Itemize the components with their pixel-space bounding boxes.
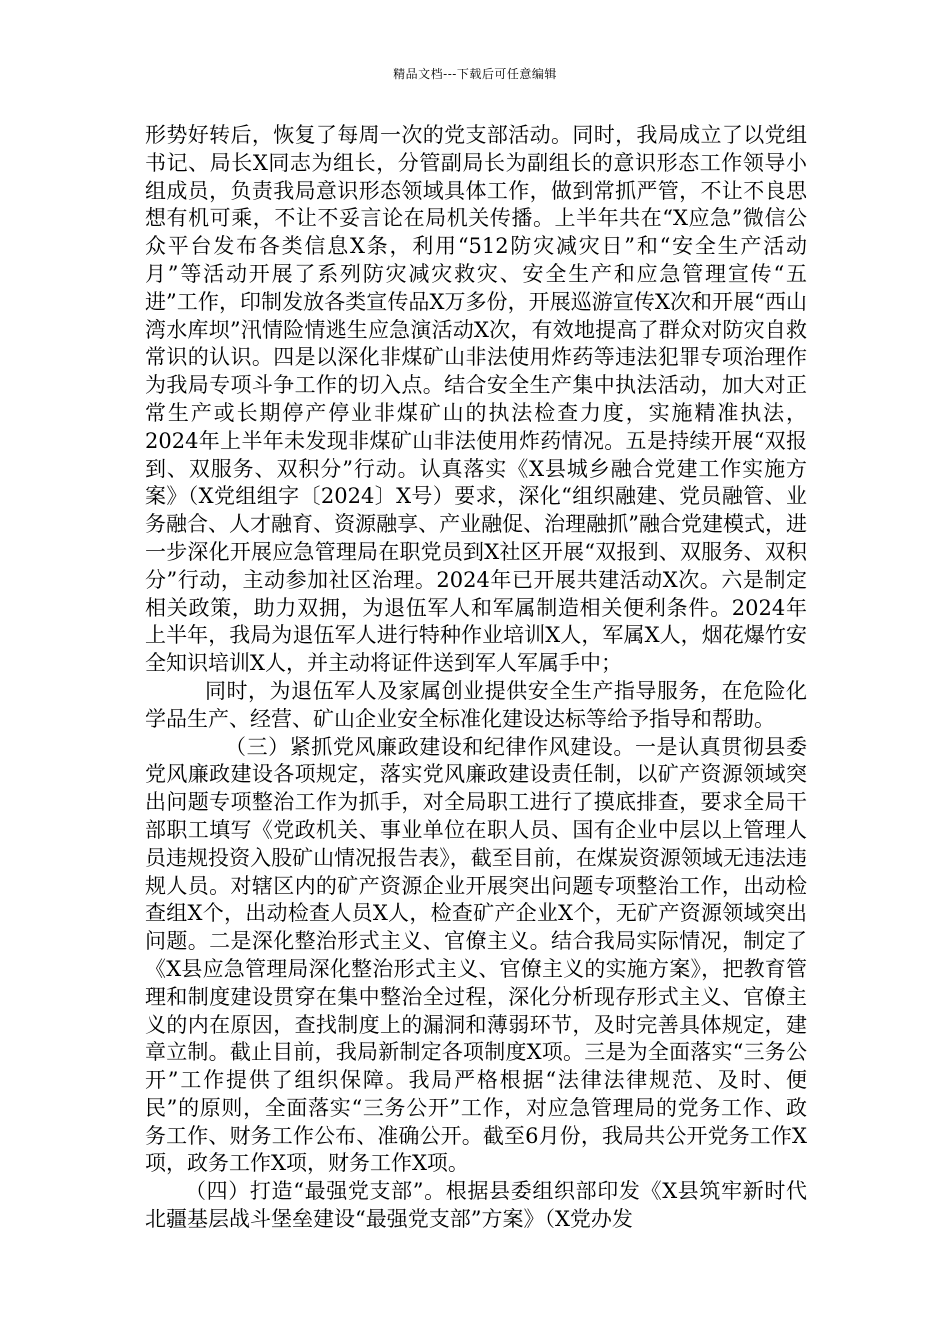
paragraph-3: （三）紧抓党风廉政建设和纪律作风建设。一是认真贯彻县委党风廉政建设各项规定，落实党风廉政建设责任制，以矿产资源领域突出问题专项整治工作为抓手，对全局职工进行了摸底排查，要求全局干部职工填写《党政机关、事业单位在职人员、国有企业中层以上管理人员违规投资入股矿山情况报告表》，截至目前，在煤炭资源领域无违法违规人员。对辖区内的矿产资源企业开展突出问题专项整治工作，出动检查组X个，出动检查人员X人，检查矿产企业X个，无矿产资源领域突出问题。二是深化整治形式主义、官僚主义。结合我局实际情况，制定了《X县应急管理局深化整治形式主义、官僚主义的实施方案》，把教育管理和制度建设贯穿在集中整治全过程，深化分析现存形式主义、官僚主义的内在原因，查找制度上的漏洞和薄弱环节，及时完善具体规定，建章立制。截止目前，我局新制定各项制度X项。三是为全面落实“三务公开”工作提供了组织保障。我局严格根据“法律法律规范、及时、便民”的原则，全面落实“三务公开”工作，对应急管理局的党务工作、政务工作、财务工作公布、准确公开。截至6月份，我局共公开党务工作X项，政务工作X项，财务工作X项。 [145, 734, 807, 1176]
document-body [145, 122, 807, 1234]
paragraph-4: （四）打造“最强党支部”。根据县委组织部印发《X县筑牢新时代北疆基层战斗堡垒建设“最强党支部”方案》（X党办发 [145, 1179, 807, 1232]
paragraph-2: 同时，为退伍军人及家属创业提供安全生产指导服务，在危险化学品生产、经营、矿山企业安全标准化建设达标等给予指导和帮助。 [145, 678, 807, 731]
paragraph-1: 形势好转后，恢复了每周一次的党支部活动。同时，我局成立了以党组书记、局长X同志为组长，分管副局长为副组长的意识形态工作领导小组成员，负责我局意识形态领域具体工作，做到常抓严管，不让不良思想有机可乘，不让不妥言论在局机关传播。上半年共在“X应急”微信公众平台发布各类信息X条，利用“512防灾减灾日”和“安全生产活动月”等活动开展了系列防灾减灾救灾、安全生产和应急管理宣传“五进”工作，印制发放各类宣传品X万多份，开展巡游宣传X次和开展“西山湾水库坝”汛情险情逃生应急演活动X次，有效地提高了群众对防灾自救常识的认识。四是以深化非煤矿山非法使用炸药等违法犯罪专项治理作为我局专项斗争工作的切入点。结合安全生产集中执法活动，加大对正常生产或长期停产停业非煤矿山的执法检查力度，实施精准执法，2024年上半年未发现非煤矿山非法使用炸药情况。五是持续开展“双报到、双服务、双积分”行动。认真落实《X县城乡融合党建工作实施方案》（X党组组字〔2024〕X号）要求，深化“组织融建、党员融管、业务融合、人才融育、资源融享、产业融促、治理融抓”融合党建模式，进一步深化开展应急管理局在职党员到X社区开展“双报到、双服务、双积分”行动，主动参加社区治理。2024年已开展共建活动X次。六是制定相关政策，助力双拥，为退伍军人和军属制造相关便利条件。2024年上半年，我局为退伍军人进行特种作业培训X人，军属X人，烟花爆竹安全知识培训X人，并主动将证件送到军人军属手中； [145, 123, 807, 676]
page-header: 精品文档---下载后可任意编辑 [393, 67, 557, 81]
